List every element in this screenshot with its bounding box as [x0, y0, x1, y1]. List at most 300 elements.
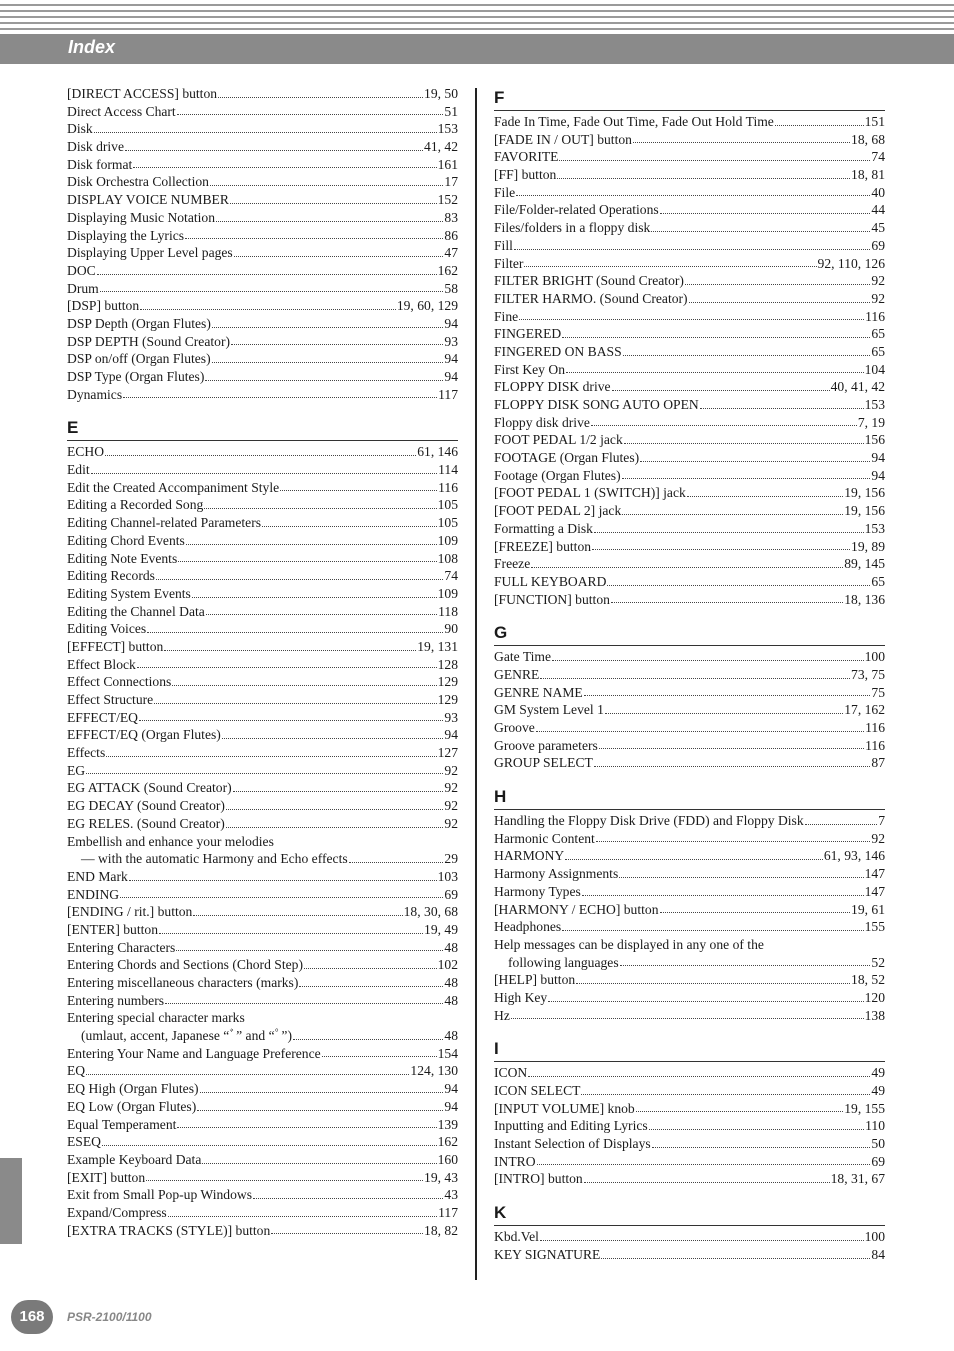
entry-pages: 100 [864, 1229, 885, 1245]
entry-term: GM System Level 1 [494, 702, 604, 718]
dot-leader [622, 477, 871, 479]
entry-term: Displaying Music Notation [67, 209, 216, 225]
dot-leader [537, 1163, 871, 1165]
index-entry [494, 812, 885, 830]
index-entry [494, 901, 885, 919]
entry-term: END Mark [67, 868, 128, 884]
dot-leader [165, 1002, 443, 1004]
entry-term: DOC [67, 262, 96, 278]
entry-term: Displaying Upper Level pages [67, 245, 233, 261]
index-entry [494, 648, 885, 666]
entry-pages: 94 [444, 1081, 458, 1097]
index-entry [67, 496, 458, 514]
entry-term: Exit from Small Pop-up Windows [67, 1187, 252, 1203]
dot-leader [322, 1055, 437, 1057]
index-section [494, 86, 885, 608]
dot-leader [524, 265, 816, 267]
entry-term: Dynamics [67, 386, 123, 402]
dot-leader [700, 407, 864, 409]
index-entry [494, 591, 885, 609]
entry-pages: 103 [437, 868, 458, 884]
index-entry [494, 1117, 885, 1135]
index-entry [494, 484, 885, 502]
entry-pages: 139 [437, 1116, 458, 1132]
dot-leader [262, 525, 437, 527]
section-letter: H [494, 785, 885, 810]
dot-leader [620, 964, 871, 966]
dot-leader [231, 343, 443, 345]
entry-term: EG RELES. (Sound Creator) [67, 815, 225, 831]
index-entry [494, 219, 885, 237]
entry-term: Headphones [494, 919, 562, 935]
entry-term: [DIRECT ACCESS] button [67, 86, 218, 101]
entry-term: FOOT PEDAL 1/2 jack [494, 432, 623, 448]
entry-pages: 156 [864, 432, 885, 448]
dot-leader [576, 982, 850, 984]
index-entry [67, 620, 458, 638]
entry-pages: 94 [444, 1098, 458, 1114]
index-entry [67, 1151, 458, 1169]
dot-leader [540, 1239, 864, 1241]
dot-leader [687, 495, 843, 497]
entry-term: Fine [494, 308, 519, 324]
dot-leader [164, 649, 416, 651]
index-entry [494, 378, 885, 396]
entry-pages: 45 [871, 220, 885, 236]
entry-term: — with the automatic Harmony and Echo effects [81, 851, 348, 867]
index-entry [494, 272, 885, 290]
entry-term: EQ [67, 1063, 86, 1079]
entry-term: [FOOT PEDAL 2] jack [494, 503, 622, 519]
entry-pages: 155 [864, 919, 885, 935]
entry-pages: 120 [864, 989, 885, 1005]
dot-leader [234, 255, 444, 257]
index-entry [67, 567, 458, 585]
index-entry [494, 1135, 885, 1153]
entry-pages: 40 [871, 184, 885, 200]
column-divider [475, 88, 477, 1280]
entry-pages: 61, 93, 146 [823, 848, 885, 864]
index-entry [67, 939, 458, 957]
index-entry [67, 479, 458, 497]
index-entry [494, 255, 885, 273]
dot-leader [197, 1109, 443, 1111]
index-column-right [494, 86, 885, 1277]
entry-term: (umlaut, accent, Japanese “ﾞ” and “ﾟ”) [81, 1028, 292, 1044]
dot-leader [660, 911, 851, 913]
dot-leader [86, 772, 443, 774]
dot-leader [120, 896, 443, 898]
entry-term: FLOPPY DISK drive [494, 379, 611, 395]
entry-pages: 69 [444, 886, 458, 902]
dot-leader [226, 826, 444, 828]
index-entry [67, 156, 458, 174]
index-entry [67, 1045, 458, 1063]
index-entry [494, 847, 885, 865]
entry-pages: 104 [864, 361, 885, 377]
entry-pages: 94 [871, 467, 885, 483]
dot-leader [159, 932, 423, 934]
entry-pages: 48 [444, 975, 458, 990]
entry-term: [EXTRA TRACKS (STYLE)] button [67, 1222, 271, 1238]
index-entry [67, 779, 458, 797]
entry-term: EG ATTACK (Sound Creator) [67, 780, 232, 796]
entry-pages: 102 [437, 957, 458, 973]
index-entry [67, 244, 458, 262]
dot-leader [596, 840, 871, 842]
entry-pages: 65 [871, 343, 885, 359]
entry-term: FILTER BRIGHT (Sound Creator) [494, 273, 684, 289]
dot-leader [607, 584, 870, 586]
index-entry [494, 684, 885, 702]
dot-leader [91, 472, 437, 474]
entry-pages: 18, 136 [844, 591, 885, 607]
index-entry [67, 815, 458, 833]
entry-pages: 52 [871, 954, 885, 970]
entry-term: Disk format [67, 156, 133, 172]
index-entry [494, 1100, 885, 1118]
index-entry [67, 333, 458, 351]
dot-leader [531, 566, 843, 568]
entry-pages: 18, 68 [851, 131, 885, 147]
index-entry [67, 1169, 458, 1187]
entry-term: HARMONY [494, 848, 565, 864]
dot-leader [619, 876, 863, 878]
index-entry [494, 754, 885, 772]
index-entry [67, 514, 458, 532]
page-number: 168 [11, 1300, 53, 1334]
dot-leader [611, 601, 843, 603]
index-entry [67, 585, 458, 603]
entry-term: Groove parameters [494, 737, 598, 753]
dot-leader [200, 1091, 444, 1093]
dot-leader [226, 808, 443, 810]
dot-leader [584, 694, 871, 696]
entry-pages: 94 [444, 727, 458, 743]
entry-term: First Key On [494, 361, 565, 377]
dot-leader [218, 96, 423, 98]
index-entry [67, 868, 458, 886]
entry-term: Floppy disk drive [494, 414, 590, 430]
dot-leader [594, 531, 864, 533]
dot-leader [97, 273, 437, 275]
index-entry [494, 918, 885, 936]
index-entry [67, 603, 458, 621]
entry-term: Drum [67, 280, 99, 296]
entry-pages: 116 [865, 737, 885, 753]
dot-leader [280, 489, 437, 491]
entry-term: Disk drive [67, 139, 125, 155]
entry-pages: 48 [444, 992, 458, 1008]
entry-term: Instant Selection of Displays [494, 1136, 651, 1152]
dot-leader [106, 755, 436, 757]
model-name: PSR-2100/1100 [67, 1310, 152, 1324]
entry-pages: 151 [864, 114, 885, 129]
entry-term: Equal Temperament [67, 1116, 177, 1132]
dot-leader [210, 184, 443, 186]
index-entry [494, 538, 885, 556]
entry-term: File [494, 184, 516, 200]
dot-leader [178, 560, 436, 562]
dot-leader [230, 202, 437, 204]
entry-term: [DSP] button [67, 298, 140, 314]
dot-leader [592, 548, 850, 550]
entry-pages: 116 [865, 308, 885, 324]
index-entry [67, 656, 458, 674]
entry-pages: 92 [444, 762, 458, 778]
entry-pages: 18, 52 [851, 972, 885, 988]
entry-term: Disk [67, 121, 93, 137]
entry-term: Harmonic Content [494, 830, 595, 846]
entry-pages: 87 [871, 755, 885, 771]
dot-leader [222, 737, 444, 739]
entry-term: EG [67, 762, 86, 778]
entry-term: [INTRO] button [494, 1171, 583, 1187]
index-entry [67, 350, 458, 368]
index-entry [494, 719, 885, 737]
index-entry [67, 103, 458, 121]
dot-leader [651, 230, 870, 232]
dot-leader [582, 894, 864, 896]
dot-leader [154, 702, 436, 704]
index-entry [494, 737, 885, 755]
index-entry [67, 138, 458, 156]
dot-leader [102, 1144, 437, 1146]
dot-leader [233, 790, 444, 792]
index-entry [67, 974, 458, 992]
index-entry [67, 921, 458, 939]
entry-pages: 92 [444, 815, 458, 831]
entry-pages: 109 [437, 585, 458, 601]
entry-term: Freeze [494, 556, 531, 572]
entry-pages: 18, 30, 68 [403, 904, 458, 920]
dot-leader [156, 578, 443, 580]
entry-pages: 124, 130 [410, 1063, 458, 1079]
entry-pages: 61, 146 [417, 444, 458, 460]
dot-leader [775, 124, 864, 126]
dot-leader [605, 712, 843, 714]
index-entry [494, 237, 885, 255]
entry-term: Entering Chords and Sections (Chord Step) [67, 957, 303, 973]
dot-leader [552, 659, 864, 661]
index-entry [494, 325, 885, 343]
entry-term: Footage (Organ Flutes) [494, 467, 621, 483]
entry-term: Disk Orchestra Collection [67, 174, 209, 190]
entry-term: DSP Depth (Organ Flutes) [67, 315, 211, 331]
section-letter: K [494, 1201, 885, 1226]
entry-term: KEY SIGNATURE [494, 1246, 601, 1262]
index-section [494, 621, 885, 772]
dot-leader [601, 1257, 870, 1259]
entry-term: Filter [494, 255, 524, 271]
dot-leader [204, 507, 436, 509]
dot-leader [100, 290, 444, 292]
index-entry [67, 956, 458, 974]
index-column-left [67, 85, 458, 1252]
index-entry [494, 830, 885, 848]
index-entry [67, 209, 458, 227]
entry-term: [HELP] button [494, 972, 576, 988]
entry-term: Formatting a Disk [494, 520, 593, 536]
entry-pages: 129 [437, 674, 458, 690]
index-section [67, 85, 458, 403]
dot-leader [623, 354, 871, 356]
entry-pages: 19, 50 [424, 86, 458, 101]
entry-pages: 18, 82 [424, 1222, 458, 1238]
index-entry [67, 173, 458, 191]
dot-leader [649, 1128, 864, 1130]
entry-term: [HARMONY / ECHO] button [494, 901, 659, 917]
entry-term: FINGERED [494, 326, 562, 342]
dot-leader [511, 1017, 864, 1019]
entry-term: Kbd.Vel [494, 1229, 539, 1245]
entry-pages: 19, 61 [851, 901, 885, 917]
entry-pages: 94 [444, 369, 458, 384]
index-entry [494, 308, 885, 326]
index-entry [494, 396, 885, 414]
dot-leader [562, 336, 870, 338]
index-entry [67, 1204, 458, 1222]
entry-pages: 94 [444, 315, 458, 331]
dot-leader [349, 861, 444, 863]
entry-pages: 116 [865, 720, 885, 735]
index-entry [67, 638, 458, 656]
entry-pages: 110 [865, 1118, 885, 1134]
entry-term: GENRE [494, 666, 540, 682]
index-entry [67, 903, 458, 921]
entry-pages: 92 [444, 780, 458, 796]
index-entry [67, 227, 458, 245]
entry-pages: 147 [864, 866, 885, 882]
entry-term: EQ Low (Organ Flutes) [67, 1098, 197, 1114]
entry-pages: 92 [444, 798, 458, 814]
entry-pages: 50 [871, 1136, 885, 1152]
entry-term: FOOTAGE (Organ Flutes) [494, 450, 640, 466]
entry-pages: 93 [444, 709, 458, 725]
entry-term: Effect Block [67, 656, 136, 672]
index-entry [494, 449, 885, 467]
index-entry [67, 280, 458, 298]
entry-pages: 109 [437, 532, 458, 548]
index-entry [494, 989, 885, 1007]
entry-term: Harmony Types [494, 883, 581, 899]
index-entry [67, 386, 458, 404]
entry-term: FAVORITE [494, 149, 559, 165]
entry-pages: 19, 155 [844, 1100, 885, 1116]
index-entry [494, 555, 885, 573]
entry-pages: 69 [871, 237, 885, 253]
entry-pages: 69 [871, 1153, 885, 1169]
index-entry [494, 971, 885, 989]
dot-leader [624, 442, 864, 444]
dot-leader [205, 379, 443, 381]
entry-term: Expand/Compress [67, 1204, 167, 1220]
dot-leader [271, 1232, 423, 1234]
index-entry [494, 148, 885, 166]
dot-leader [652, 1146, 871, 1148]
entry-term: FLOPPY DISK SONG AUTO OPEN [494, 397, 699, 412]
entry-term: High Key [494, 989, 548, 1005]
entry-term: DSP DEPTH (Sound Creator) [67, 333, 230, 349]
dot-leader [565, 858, 823, 860]
entry-pages: 65 [871, 573, 885, 589]
entry-term: [FADE IN / OUT] button [494, 131, 632, 147]
index-entry [67, 262, 458, 280]
index-entry [494, 883, 885, 901]
entry-term: Editing Channel-related Parameters [67, 515, 262, 531]
entry-term: Entering Your Name and Language Preference [67, 1045, 321, 1061]
section-letter: I [494, 1037, 885, 1062]
entry-term: Editing a Recorded Song [67, 497, 204, 513]
dot-leader [139, 719, 443, 721]
dot-leader [86, 1073, 409, 1075]
entry-term: Editing Note Events [67, 550, 178, 566]
dot-leader [140, 308, 396, 310]
index-entry [67, 1062, 458, 1080]
entry-term: Edit [67, 462, 90, 478]
dot-leader [660, 212, 871, 214]
entry-pages: 160 [437, 1151, 458, 1167]
entry-pages: 19, 156 [844, 485, 885, 501]
entry-term: EQ High (Organ Flutes) [67, 1081, 199, 1097]
index-entry [494, 361, 885, 379]
index-entry [67, 532, 458, 550]
entry-pages: 49 [871, 1083, 885, 1098]
dot-leader [253, 1197, 443, 1199]
entry-pages: 105 [437, 497, 458, 513]
dot-leader [192, 596, 437, 598]
index-entry [494, 1228, 885, 1246]
dot-leader [146, 1179, 423, 1181]
entry-term: Entering miscellaneous characters (marks) [67, 975, 299, 990]
dot-leader [536, 730, 864, 732]
entry-term: Gate Time [494, 649, 552, 665]
entry-pages: 19, 156 [844, 503, 885, 519]
index-section [494, 785, 885, 1024]
entry-pages: 43 [444, 1187, 458, 1203]
dot-leader [562, 929, 863, 931]
index-entry [67, 1133, 458, 1151]
dot-leader [591, 424, 857, 426]
entry-pages: 17 [444, 174, 458, 190]
entry-term: [FF] button [494, 167, 557, 183]
index-entry [67, 1222, 458, 1240]
dot-leader [516, 194, 870, 196]
index-entry [67, 673, 458, 691]
entry-term: Editing System Events [67, 585, 191, 601]
dot-leader [640, 460, 870, 462]
entry-pages: 73, 75 [851, 666, 885, 682]
entry-term: DISPLAY VOICE NUMBER [67, 192, 229, 208]
entry-term: Handling the Floppy Disk Drive (FDD) and Floppy Disk [494, 813, 804, 829]
index-entry [494, 701, 885, 719]
entry-pages: 114 [438, 462, 458, 478]
index-entry [67, 85, 458, 103]
header-bar [0, 34, 954, 64]
page-title: Index [68, 37, 116, 57]
index-entry [67, 797, 458, 815]
entry-pages: 89, 145 [844, 556, 885, 572]
dot-leader [176, 949, 443, 951]
index-section [494, 1201, 885, 1263]
entry-term: INTRO [494, 1153, 536, 1169]
entry-pages: 129 [437, 692, 458, 707]
entry-term: Example Keyboard Data [67, 1151, 202, 1167]
section-letter: E [67, 416, 458, 441]
entry-pages: 94 [444, 351, 458, 367]
entry-pages: 105 [437, 515, 458, 531]
entry-term: ECHO [67, 444, 105, 460]
